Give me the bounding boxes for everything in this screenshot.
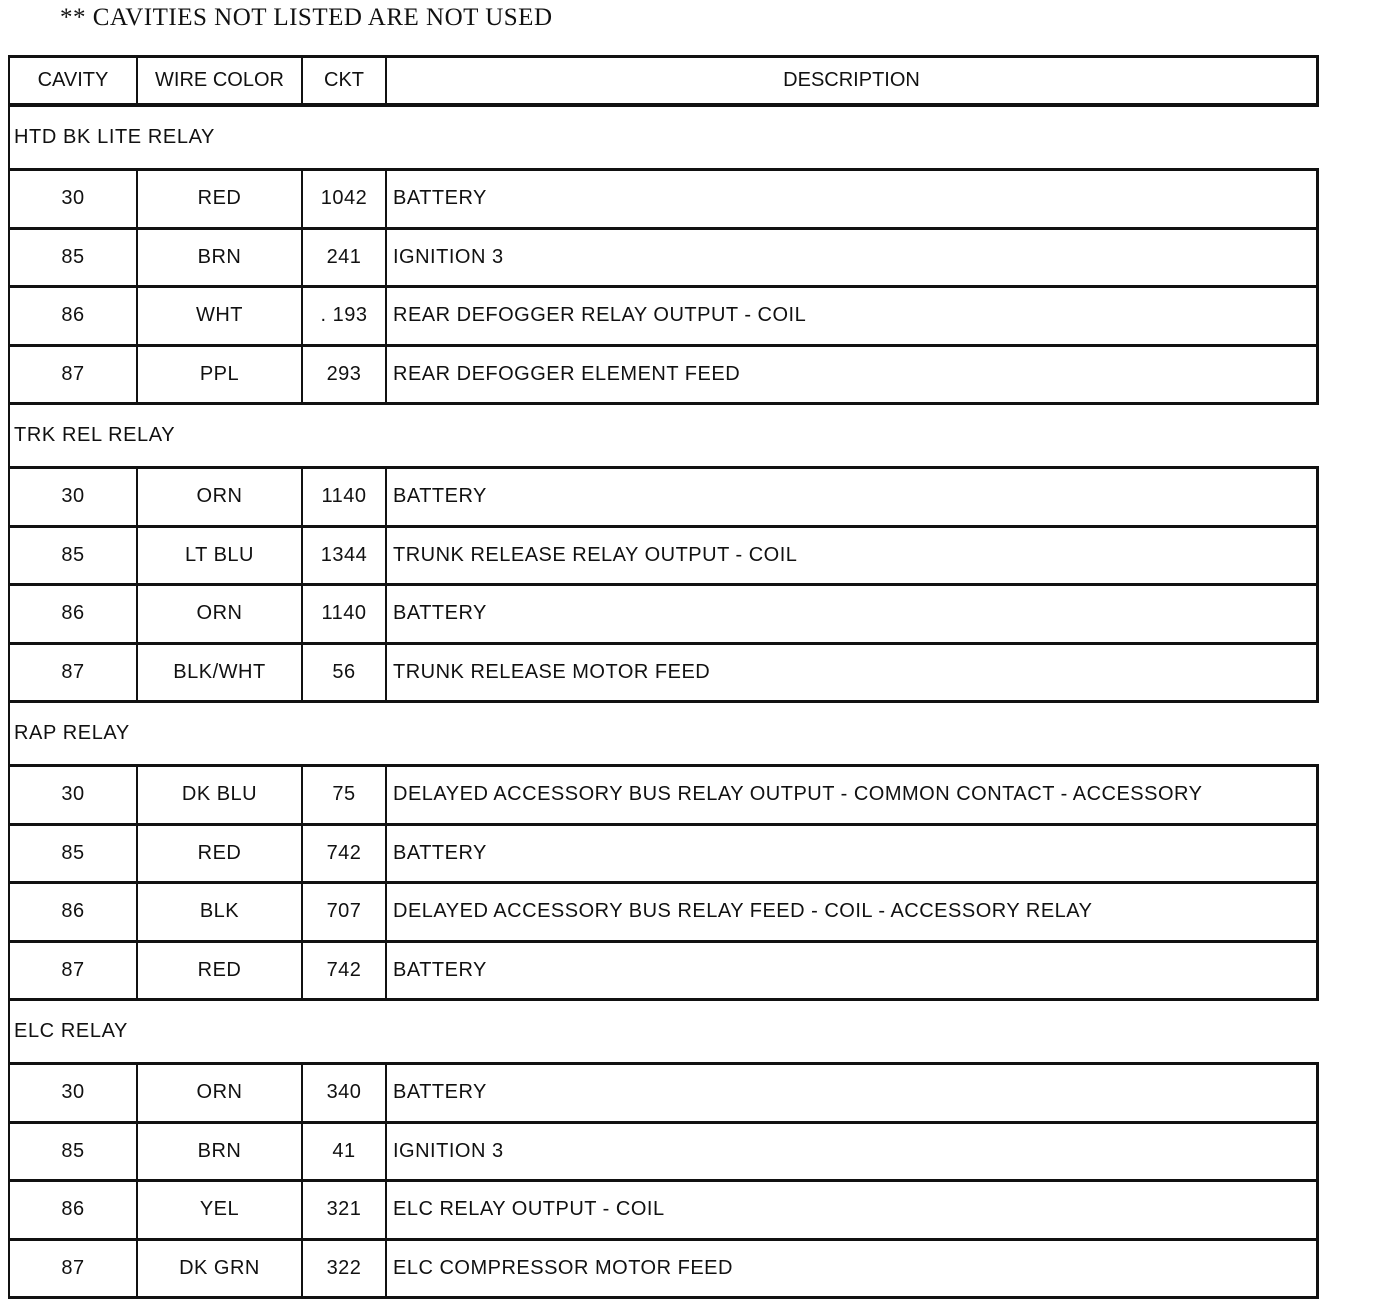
table-row — [10, 767, 1316, 826]
header-wire-color: WIRE COLOR — [138, 58, 303, 103]
table-row — [10, 645, 1316, 704]
wire-color-cell: BRN — [138, 230, 303, 286]
description-cell: ELC COMPRESSOR MOTOR FEED — [393, 1256, 733, 1279]
cavity-cell: 87 — [10, 943, 138, 999]
ckt-cell: 322 — [303, 1241, 387, 1297]
header-description: DESCRIPTION — [783, 69, 920, 91]
wire-color-cell: ORN — [138, 1065, 303, 1121]
cavity-cell: 87 — [10, 347, 138, 403]
wire-color-cell: BLK — [138, 884, 303, 940]
ckt-cell: 742 — [303, 943, 387, 999]
section-rows — [8, 1062, 1319, 1299]
description-cell: REAR DEFOGGER ELEMENT FEED — [393, 362, 741, 385]
description-cell: IGNITION 3 — [393, 1139, 504, 1162]
ckt-cell: 75 — [303, 767, 387, 823]
ckt-cell: 707 — [303, 884, 387, 940]
wire-color-cell: DK BLU — [138, 767, 303, 823]
wire-color-cell: RED — [138, 943, 303, 999]
cavity-cell: 30 — [10, 767, 138, 823]
ckt-cell: 742 — [303, 826, 387, 882]
wire-color-cell: ORN — [138, 586, 303, 642]
cavity-cell: 87 — [10, 1241, 138, 1297]
table-row — [10, 586, 1316, 645]
table-row — [10, 1124, 1316, 1183]
description-cell: IGNITION 3 — [393, 245, 504, 268]
section-title: TRK REL RELAY — [8, 405, 1319, 466]
description-cell: ELC RELAY OUTPUT - COIL — [393, 1198, 665, 1221]
description-cell: TRUNK RELEASE RELAY OUTPUT - COIL — [393, 543, 798, 566]
ckt-cell: 1140 — [303, 586, 387, 642]
wire-color-cell: BLK/WHT — [138, 645, 303, 701]
description-cell: REAR DEFOGGER RELAY OUTPUT - COIL — [393, 304, 807, 327]
description-cell: BATTERY — [393, 602, 487, 625]
table-row — [10, 171, 1316, 230]
header-cavity: CAVITY — [10, 58, 138, 103]
connector-table — [8, 55, 1319, 1299]
table-row — [10, 1241, 1316, 1300]
table-row — [10, 288, 1316, 347]
ckt-cell: 321 — [303, 1182, 387, 1238]
ckt-cell: 1344 — [303, 528, 387, 584]
cavity-cell: 86 — [10, 288, 138, 344]
description-cell: DELAYED ACCESSORY BUS RELAY OUTPUT - COMMON CONTACT - ACCESSORY — [393, 783, 1203, 806]
cavity-cell: 87 — [10, 645, 138, 701]
cavity-cell: 30 — [10, 1065, 138, 1121]
cavities-note: ** CAVITIES NOT LISTED ARE NOT USED — [60, 4, 553, 31]
description-cell: BATTERY — [393, 841, 487, 864]
cavity-cell: 86 — [10, 1182, 138, 1238]
section-title: RAP RELAY — [8, 703, 1319, 764]
description-cell: BATTERY — [393, 1081, 487, 1104]
wire-color-cell: BRN — [138, 1124, 303, 1180]
section-title: ELC RELAY — [8, 1001, 1319, 1062]
table-header — [8, 55, 1319, 107]
ckt-cell: 340 — [303, 1065, 387, 1121]
wire-color-cell: LT BLU — [138, 528, 303, 584]
wire-color-cell: RED — [138, 171, 303, 227]
cavity-cell: 85 — [10, 528, 138, 584]
section-title: HTD BK LITE RELAY — [8, 107, 1319, 168]
wire-color-cell: DK GRN — [138, 1241, 303, 1297]
ckt-cell: 56 — [303, 645, 387, 701]
wire-color-cell: ORN — [138, 469, 303, 525]
cavity-cell: 85 — [10, 826, 138, 882]
description-cell: TRUNK RELEASE MOTOR FEED — [393, 660, 711, 683]
ckt-cell: 1140 — [303, 469, 387, 525]
wire-color-cell: YEL — [138, 1182, 303, 1238]
ckt-cell: 241 — [303, 230, 387, 286]
table-row — [10, 528, 1316, 587]
cavity-cell: 86 — [10, 586, 138, 642]
wire-color-cell: RED — [138, 826, 303, 882]
wire-color-cell: WHT — [138, 288, 303, 344]
table-row — [10, 347, 1316, 406]
cavity-cell: 30 — [10, 469, 138, 525]
table-row — [10, 230, 1316, 289]
table-row — [10, 884, 1316, 943]
description-cell: BATTERY — [393, 958, 487, 981]
wire-color-cell: PPL — [138, 347, 303, 403]
table-row — [10, 1182, 1316, 1241]
ckt-cell: . 193 — [303, 288, 387, 344]
ckt-cell: 293 — [303, 347, 387, 403]
table-row — [10, 943, 1316, 1002]
cavity-cell: 85 — [10, 1124, 138, 1180]
cavity-cell: 30 — [10, 171, 138, 227]
cavity-cell: 85 — [10, 230, 138, 286]
table-row — [10, 826, 1316, 885]
ckt-cell: 1042 — [303, 171, 387, 227]
cavity-cell: 86 — [10, 884, 138, 940]
description-cell: BATTERY — [393, 187, 487, 210]
description-cell: BATTERY — [393, 485, 487, 508]
description-cell: DELAYED ACCESSORY BUS RELAY FEED - COIL - ACCESSORY RELAY — [393, 900, 1093, 923]
table-row — [10, 1065, 1316, 1124]
section-rows — [8, 168, 1319, 405]
section-rows — [8, 466, 1319, 703]
table-row — [10, 469, 1316, 528]
section-rows — [8, 764, 1319, 1001]
header-ckt: CKT — [303, 58, 387, 103]
ckt-cell: 41 — [303, 1124, 387, 1180]
